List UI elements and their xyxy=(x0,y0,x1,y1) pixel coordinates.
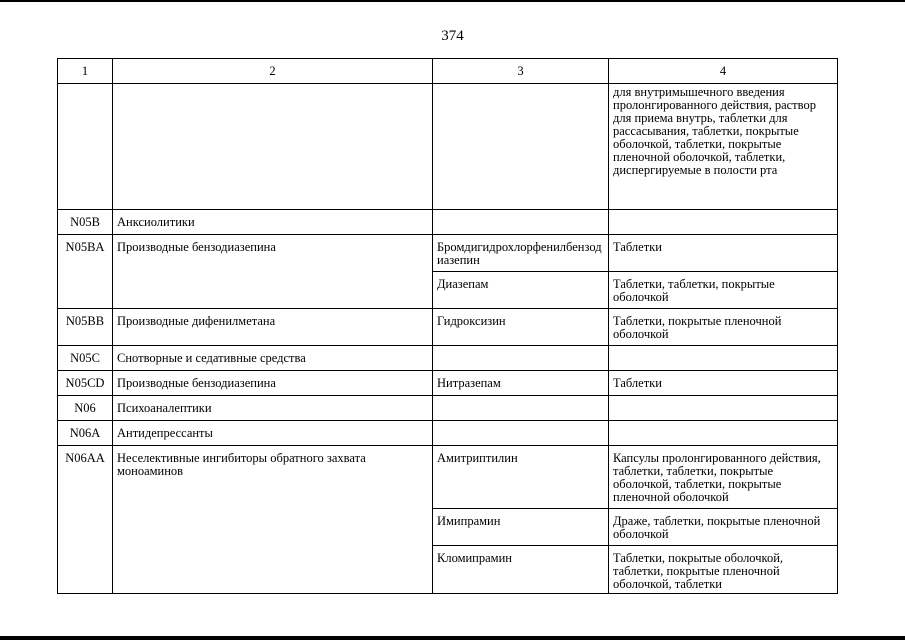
atc-code-cell xyxy=(58,84,113,210)
group-cell: Снотворные и седативные средства xyxy=(113,346,433,371)
dosage-form-cell: Таблетки, таблетки, покрытые оболочкой xyxy=(609,272,838,309)
atc-code-cell: N05CD xyxy=(58,371,113,396)
table-row xyxy=(58,309,838,346)
page-top-edge xyxy=(0,0,905,2)
drug-cell xyxy=(433,396,609,421)
atc-code-cell: N06A xyxy=(58,421,113,446)
drug-cell xyxy=(433,210,609,235)
group-cell: Анксиолитики xyxy=(113,210,433,235)
drug-table xyxy=(57,58,838,594)
dosage-form-cell xyxy=(609,396,838,421)
group-cell xyxy=(113,84,433,210)
dosage-form-cell xyxy=(609,346,838,371)
column-header-2: 2 xyxy=(113,59,433,84)
drug-cell xyxy=(433,421,609,446)
group-cell: Психоаналептики xyxy=(113,396,433,421)
dosage-form-cell: Капсулы пролонгированного действия, таблетки, таблетки, покрытые оболочкой, таблетки, покрытые пленочной оболочкой xyxy=(609,446,838,509)
drug-cell: Диазепам xyxy=(433,272,609,309)
drug-cell: Бромдигидрохлорфенилбензодиазепин xyxy=(433,235,609,272)
drug-cell: Нитразепам xyxy=(433,371,609,396)
dosage-form-cell: Таблетки, покрытые пленочной оболочкой xyxy=(609,309,838,346)
atc-code-cell: N05B xyxy=(58,210,113,235)
table-row xyxy=(58,371,838,396)
drug-cell xyxy=(433,84,609,210)
dosage-form-cell: Таблетки, покрытые оболочкой, таблетки, покрытые пленочной оболочкой, таблетки xyxy=(609,546,838,594)
table-row xyxy=(58,235,838,272)
dosage-form-cell: Таблетки xyxy=(609,371,838,396)
column-header-3: 3 xyxy=(433,59,609,84)
table-row xyxy=(58,346,838,371)
drug-cell: Гидроксизин xyxy=(433,309,609,346)
atc-code-cell: N06AA xyxy=(58,446,113,594)
drug-cell: Имипрамин xyxy=(433,509,609,546)
atc-code-cell: N06 xyxy=(58,396,113,421)
group-cell: Производные бензодиазепина xyxy=(113,371,433,396)
page-bottom-edge xyxy=(0,636,905,640)
dosage-form-cell xyxy=(609,421,838,446)
atc-code-cell: N05BA xyxy=(58,235,113,309)
column-header-4: 4 xyxy=(609,59,838,84)
dosage-form-cell: Драже, таблетки, покрытые пленочной оболочкой xyxy=(609,509,838,546)
dosage-form-cell: Таблетки xyxy=(609,235,838,272)
drug-cell: Кломипрамин xyxy=(433,546,609,594)
table-row xyxy=(58,421,838,446)
group-cell: Неселективные ингибиторы обратного захвата моноаминов xyxy=(113,446,433,594)
group-cell: Производные дифенилметана xyxy=(113,309,433,346)
table-row xyxy=(58,84,838,210)
page-number: 374 xyxy=(441,28,464,44)
atc-code-cell: N05BB xyxy=(58,309,113,346)
drug-cell xyxy=(433,346,609,371)
table-row xyxy=(58,396,838,421)
atc-code-cell: N05C xyxy=(58,346,113,371)
table-row xyxy=(58,210,838,235)
table-header-row xyxy=(58,59,838,84)
group-cell: Антидепрессанты xyxy=(113,421,433,446)
drug-cell: Амитриптилин xyxy=(433,446,609,509)
dosage-form-cell xyxy=(609,210,838,235)
dosage-form-cell: для внутримышечного введения пролонгированного действия, раствор для приема внутрь, таблетки для рассасывания, таблетки, покрытые оболочкой, таблетки, покрытые пленочной оболочкой, таблетки, диспергируемые в полости рта xyxy=(609,84,838,210)
column-header-1: 1 xyxy=(58,59,113,84)
table-row xyxy=(58,446,838,509)
group-cell: Производные бензодиазепина xyxy=(113,235,433,309)
